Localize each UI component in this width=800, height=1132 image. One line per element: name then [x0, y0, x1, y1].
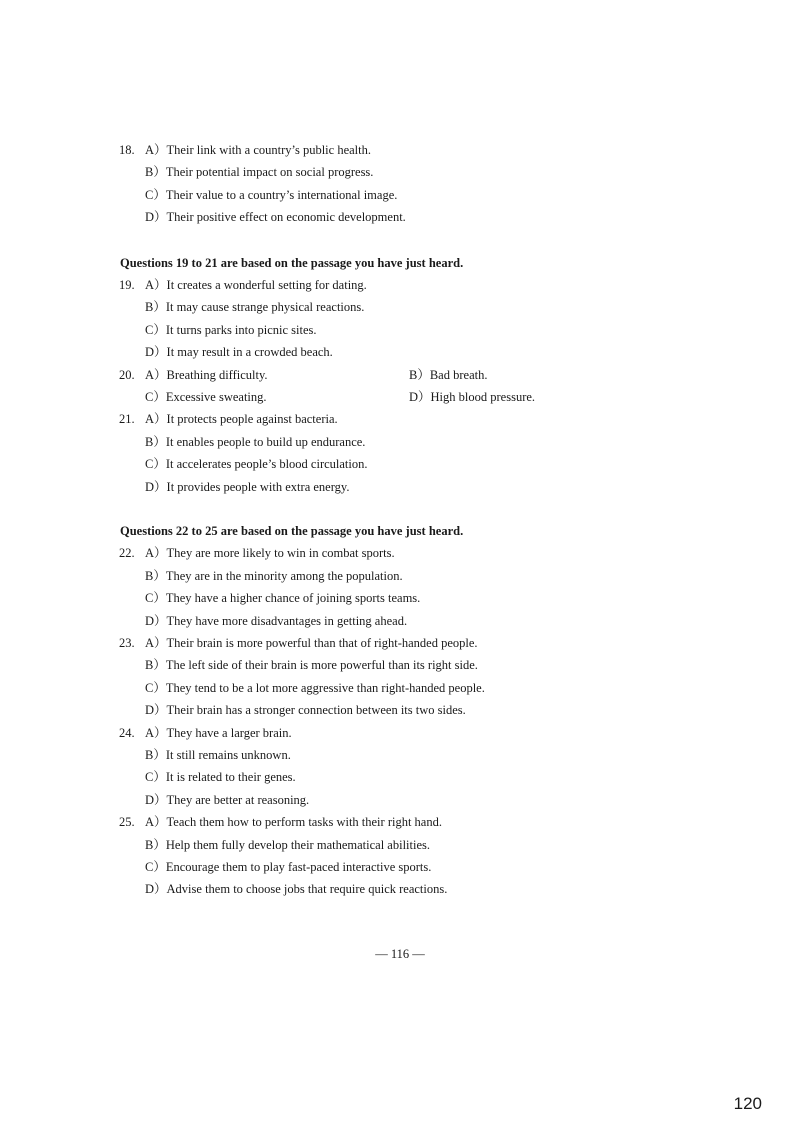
option-23-c: C）They tend to be a lot more aggressive than right-handed people.: [145, 681, 485, 695]
question-number: 21.: [119, 412, 135, 426]
option-23-b: B）The left side of their brain is more powerful than its right side.: [145, 658, 478, 672]
option-20-c: C）Excessive sweating.: [145, 390, 267, 404]
section-heading-19-21: Questions 19 to 21 are based on the passage you have just heard.: [120, 256, 464, 270]
option-text: High blood pressure.: [430, 390, 536, 404]
option-text: Their link with a country’s public health.: [166, 143, 371, 157]
option-text: It may result in a crowded beach.: [166, 345, 333, 359]
option-text: Their brain has a stronger connection between its two sides.: [166, 703, 466, 717]
option-23-a: A）Their brain is more powerful than that of right-handed people.: [145, 636, 478, 650]
option-20-d: D）High blood pressure.: [409, 390, 536, 404]
option-25-a: A）Teach them how to perform tasks with their right hand.: [145, 815, 442, 829]
option-19-b: B）It may cause strange physical reactions.: [145, 300, 365, 314]
option-22-a: A）They are more likely to win in combat sports.: [145, 546, 395, 560]
option-25-d: D）Advise them to choose jobs that require quick reactions.: [145, 882, 448, 896]
option-19-d: D）It may result in a crowded beach.: [145, 345, 333, 359]
option-text: Encourage them to play fast-paced interactive sports.: [165, 860, 432, 874]
option-21-d: D）It provides people with extra energy.: [145, 480, 350, 494]
option-21-b: B）It enables people to build up endurance.: [145, 435, 366, 449]
page-number: 120: [733, 1094, 762, 1113]
option-24-a: A）They have a larger brain.: [145, 726, 292, 740]
question-number: 22.: [119, 546, 135, 560]
option-24-b: B）It still remains unknown.: [145, 748, 291, 762]
option-text: Their value to a country’s international image.: [165, 188, 398, 202]
option-text: It turns parks into picnic sites.: [165, 323, 317, 337]
option-text: Teach them how to perform tasks with their right hand.: [166, 815, 442, 829]
option-text: It accelerates people’s blood circulation.: [165, 457, 368, 471]
option-22-b: B）They are in the minority among the population.: [145, 569, 403, 583]
option-text: It protects people against bacteria.: [166, 412, 338, 426]
option-25-c: C）Encourage them to play fast-paced interactive sports.: [145, 860, 432, 874]
option-text: They tend to be a lot more aggressive than right-handed people.: [165, 681, 485, 695]
option-text: They have a higher chance of joining sports teams.: [165, 591, 421, 605]
option-18-c: C）Their value to a country’s international image.: [145, 188, 398, 202]
option-24-d: D）They are better at reasoning.: [145, 793, 310, 807]
option-text: Excessive sweating.: [165, 390, 267, 404]
option-18-a: A）Their link with a country’s public health.: [145, 143, 371, 157]
option-text: They are more likely to win in combat sports.: [166, 546, 395, 560]
option-text: Their positive effect on economic development.: [166, 210, 406, 224]
option-text: They have a larger brain.: [166, 726, 292, 740]
option-20-b: B）Bad breath.: [409, 368, 488, 382]
option-19-c: C）It turns parks into picnic sites.: [145, 323, 317, 337]
option-text: Their potential impact on social progress.: [165, 165, 374, 179]
option-22-c: C）They have a higher chance of joining sports teams.: [145, 591, 421, 605]
section-heading-22-25: Questions 22 to 25 are based on the passage you have just heard.: [120, 524, 464, 538]
option-25-b: B）Help them fully develop their mathematical abilities.: [145, 838, 430, 852]
option-text: It enables people to build up endurance.: [165, 435, 366, 449]
option-20-a: A）Breathing difficulty.: [145, 368, 268, 382]
option-21-a: A）It protects people against bacteria.: [145, 412, 338, 426]
option-text: It still remains unknown.: [165, 748, 291, 762]
question-number: 19.: [119, 278, 135, 292]
option-23-d: D）Their brain has a stronger connection between its two sides.: [145, 703, 466, 717]
option-18-b: B）Their potential impact on social progress.: [145, 165, 374, 179]
option-text: It is related to their genes.: [165, 770, 296, 784]
option-21-c: C）It accelerates people’s blood circulation.: [145, 457, 368, 471]
option-text: Advise them to choose jobs that require quick reactions.: [166, 882, 448, 896]
option-text: Bad breath.: [429, 368, 488, 382]
question-number: 23.: [119, 636, 135, 650]
option-text: It creates a wonderful setting for dating.: [166, 278, 367, 292]
option-22-d: D）They have more disadvantages in getting ahead.: [145, 614, 408, 628]
question-number: 20.: [119, 368, 135, 382]
option-text: Breathing difficulty.: [166, 368, 268, 382]
question-number: 24.: [119, 726, 135, 740]
option-text: They are in the minority among the population.: [165, 569, 403, 583]
option-text: It may cause strange physical reactions.: [165, 300, 365, 314]
option-text: It provides people with extra energy.: [166, 480, 350, 494]
option-text: They are better at reasoning.: [166, 793, 310, 807]
option-19-a: A）It creates a wonderful setting for dating.: [145, 278, 367, 292]
option-24-c: C）It is related to their genes.: [145, 770, 296, 784]
page-footer: — 116 —: [375, 947, 425, 961]
option-text: They have more disadvantages in getting ahead.: [166, 614, 408, 628]
option-text: Their brain is more powerful than that of right-handed people.: [166, 636, 478, 650]
question-number: 18.: [119, 143, 135, 157]
option-text: Help them fully develop their mathematical abilities.: [165, 838, 430, 852]
option-text: The left side of their brain is more powerful than its right side.: [165, 658, 478, 672]
option-18-d: D）Their positive effect on economic development.: [145, 210, 406, 224]
question-number: 25.: [119, 815, 135, 829]
